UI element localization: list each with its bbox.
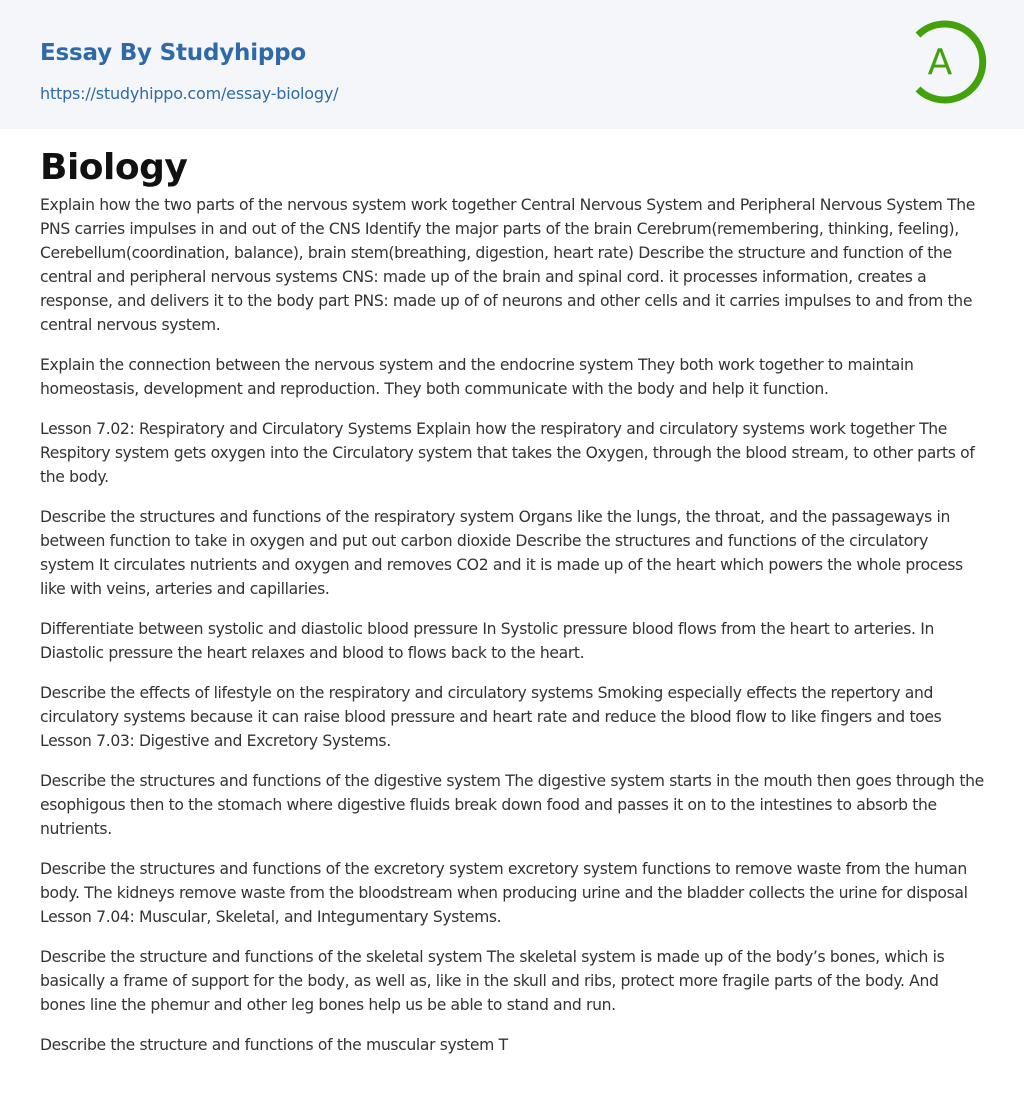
paragraph: Describe the structure and functions of the skeletal system The skeletal system is made up of the body’s bones, which is basically a frame of support for the body, as well as, like in the skull and ribs, protect more fragile parts of the body. And bones line the phemur and other leg bones help us be able to stand and run. [40,948,945,1014]
page-title: Biology [40,147,188,188]
site-title: Essay By Studyhippo [40,40,307,66]
article-content [0,129,1024,1113]
paragraph: Describe the structures and functions of the respiratory system Organs like the lungs, the throat, and the passageways in between function to take in oxygen and put out carbon dioxide Describe the structures and functions of the circulatory system It circulates nutrients and oxygen and removes CO2 and it is made up of the heart which powers the whole process like with veins, arteries and capillaries. [40,508,963,598]
studyhippo-logo-icon[interactable] [910,17,988,107]
svg-text:A: A [927,42,953,83]
paragraph: Differentiate between systolic and diastolic blood pressure In Systolic pressure blood flows from the heart to arteries. In Diastolic pressure the heart relaxes and blood to flows back to the heart. [40,620,934,662]
paragraph: Describe the structures and functions of the digestive system The digestive system starts in the mouth then goes through the esophigous then to the stomach where digestive fluids break down food and passes it on to the intestines to absorb the nutrients. [40,772,984,838]
paragraph: Explain the connection between the nervous system and the endocrine system They both work together to maintain homeostasis, development and reproduction. They both communicate with the body and help it function. [40,356,914,398]
paragraph: Describe the structures and functions of the excretory system excretory system functions to remove waste from the human body. The kidneys remove waste from the bloodstream when producing urine and the bladder collects the urine for disposal Lesson 7.04: Muscular, Skeletal, and Integumentary Systems. [40,860,968,926]
paragraph: Describe the effects of lifestyle on the respiratory and circulatory systems Smoking especially effects the repertory and circulatory systems because it can raise blood pressure and heart rate and reduce the blood flow to like fingers and toes Lesson 7.03: Digestive and Excretory Systems. [40,684,942,750]
essay-url-link[interactable]: https://studyhippo.com/essay-biology/ [40,84,339,103]
paragraph: Lesson 7.02: Respiratory and Circulatory Systems Explain how the respiratory and circulatory systems work together The Respitory system gets oxygen into the Circulatory system that takes the Oxygen, through the blood stream, to other parts of the body. [40,420,975,486]
paragraph: Explain how the two parts of the nervous system work together Central Nervous System and Peripheral Nervous System The PNS carries impulses in and out of the CNS Identify the major parts of the brain Cerebrum(remembering, thinking, feeling), Cerebellum(coordination, balance), brain stem(breathing, digestion, heart rate) Describe the structure and function of the central and peripheral nervous systems CNS: made up of the brain and spinal cord. it processes information, creates a response, and delivers it to the body part PNS: made up of of neurons and other cells and it carries impulses to and from the central nervous system. [40,196,976,334]
site-header [0,0,1024,129]
paragraph: Describe the structure and functions of the muscular system T [40,1036,508,1054]
